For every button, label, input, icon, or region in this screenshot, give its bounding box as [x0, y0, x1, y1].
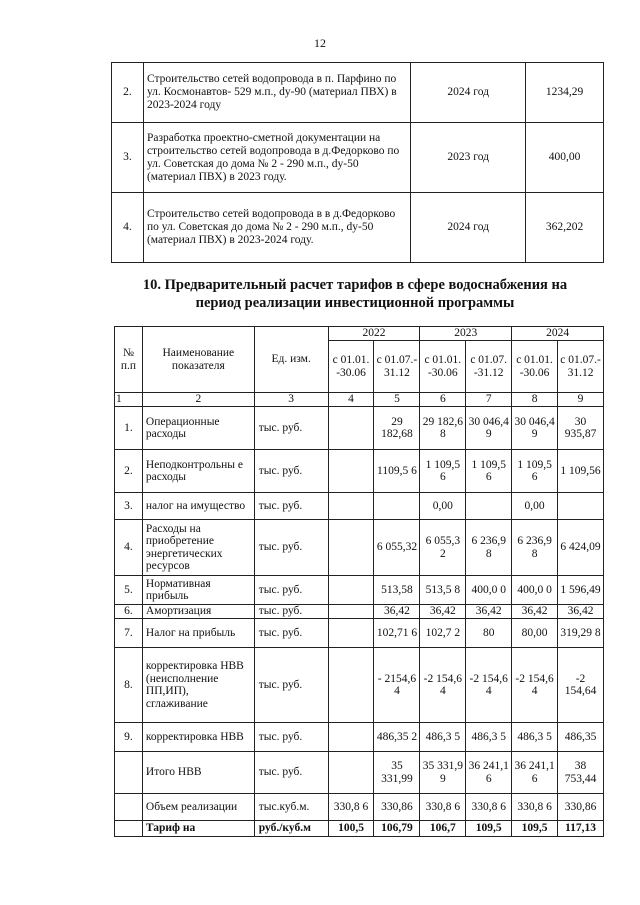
value-cell — [328, 520, 374, 576]
header-row-years — [115, 327, 604, 341]
indicator-name: налог на имущество — [142, 493, 254, 520]
value-cell: 330,86 — [558, 794, 604, 821]
unit: тыс. руб. — [254, 450, 328, 493]
project-year: 2023 год — [411, 123, 526, 193]
row-number: 2. — [112, 63, 144, 123]
table-row — [115, 407, 604, 450]
col-number: 9 — [558, 393, 604, 407]
unit: тыс. руб. — [254, 605, 328, 619]
table-row — [115, 752, 604, 794]
header-year: 2022 — [328, 327, 420, 341]
project-value: 1234,29 — [526, 63, 604, 123]
value-cell: 36,42 — [420, 605, 466, 619]
value-cell: 35 331,99 — [374, 752, 420, 794]
col-number: 2 — [142, 393, 254, 407]
value-cell — [558, 493, 604, 520]
header-name: Наименование показателя — [142, 327, 254, 393]
value-cell: 29 182,6 8 — [420, 407, 466, 450]
table-row — [115, 576, 604, 605]
row-number: 4. — [112, 193, 144, 263]
col-number: 5 — [374, 393, 420, 407]
indicator-name: Нормативная прибыль — [142, 576, 254, 605]
header-year: 2024 — [512, 327, 604, 341]
value-cell: -2 154,64 — [558, 648, 604, 723]
value-cell: 400,0 0 — [512, 576, 558, 605]
value-cell: 400,0 0 — [466, 576, 512, 605]
indicator-name: Итого НВВ — [142, 752, 254, 794]
value-cell: 486,3 5 — [512, 723, 558, 752]
value-cell: -2 154,6 4 — [420, 648, 466, 723]
value-cell — [328, 723, 374, 752]
value-cell: 1 109,5 6 — [466, 450, 512, 493]
project-value: 362,202 — [526, 193, 604, 263]
value-cell: 1109,5 6 — [374, 450, 420, 493]
row-number: 1. — [115, 407, 143, 450]
value-cell: 330,8 6 — [512, 794, 558, 821]
indicator-name: Операционные расходы — [142, 407, 254, 450]
indicator-name: Амортизация — [142, 605, 254, 619]
table-row — [115, 520, 604, 576]
value-cell: 38 753,44 — [558, 752, 604, 794]
row-number: 6. — [115, 605, 143, 619]
row-number: 3. — [115, 493, 143, 520]
value-cell: 29 182,68 — [374, 407, 420, 450]
project-description: Разработка проектно-сметной документации на строительство сетей водопровода в д.Федорково по ул. Советская до дома № 2 - 290 м.п., dy-50 (материал ПВХ) в 2023 году. — [143, 123, 410, 193]
table-row — [115, 605, 604, 619]
value-cell: 486,35 — [558, 723, 604, 752]
unit: тыс. руб. — [254, 520, 328, 576]
col-number: 4 — [328, 393, 374, 407]
value-cell: -2 154,6 4 — [512, 648, 558, 723]
col-number: 1 — [115, 393, 143, 407]
col-number: 3 — [254, 393, 328, 407]
table-row — [115, 821, 604, 837]
table-row — [115, 493, 604, 520]
project-description: Строительство сетей водопровода в п. Парфино по ул. Космонавтов- 529 м.п., dy-90 (материал ПВХ) в 2023-2024 году — [143, 63, 410, 123]
value-cell: 109,5 — [512, 821, 558, 837]
row-number — [115, 821, 143, 837]
project-value: 400,00 — [526, 123, 604, 193]
project-description: Строительство сетей водопровода в в д.Федорково по ул. Советская до дома № 2 - 290 м.п., dy-50 (материал ПВХ) в 2023-2024 году. — [143, 193, 410, 263]
value-cell: 36 241,1 6 — [466, 752, 512, 794]
value-cell: 36,42 — [558, 605, 604, 619]
indicator-name: Тариф на — [142, 821, 254, 837]
project-year: 2024 год — [411, 63, 526, 123]
value-cell — [328, 576, 374, 605]
value-cell: 80,00 — [512, 619, 558, 648]
value-cell — [466, 493, 512, 520]
table-row — [115, 723, 604, 752]
value-cell: 117,13 — [558, 821, 604, 837]
header-period: с 01.07.- 31.12 — [374, 341, 420, 393]
value-cell: 1 109,56 — [558, 450, 604, 493]
value-cell: 486,3 5 — [466, 723, 512, 752]
value-cell: 486,35 2 — [374, 723, 420, 752]
value-cell: 1 596,49 — [558, 576, 604, 605]
value-cell: 35 331,9 9 — [420, 752, 466, 794]
value-cell: 513,5 8 — [420, 576, 466, 605]
value-cell — [328, 407, 374, 450]
unit: тыс. руб. — [254, 648, 328, 723]
indicator-name: Налог на прибыль — [142, 619, 254, 648]
table-row — [112, 123, 604, 193]
indicator-name: корректировка НВВ — [142, 723, 254, 752]
value-cell — [328, 605, 374, 619]
header-period: с 01.01. -30.06 — [328, 341, 374, 393]
value-cell: 102,71 6 — [374, 619, 420, 648]
page-number: 12 — [314, 36, 326, 50]
value-cell: 1 109,5 6 — [512, 450, 558, 493]
value-cell: 6 424,09 — [558, 520, 604, 576]
section-heading: 10. Предварительный расчет тарифов в сфере водоснабжения на период реализации инвестиционной программы — [142, 277, 568, 311]
table-row — [115, 450, 604, 493]
value-cell — [328, 648, 374, 723]
value-cell — [328, 493, 374, 520]
value-cell — [328, 752, 374, 794]
value-cell: 330,8 6 — [466, 794, 512, 821]
unit: тыс. руб. — [254, 723, 328, 752]
tariff-table — [114, 326, 604, 837]
col-number: 8 — [512, 393, 558, 407]
value-cell — [374, 493, 420, 520]
value-cell: 486,3 5 — [420, 723, 466, 752]
row-number: 9. — [115, 723, 143, 752]
value-cell: 6 055,3 2 — [420, 520, 466, 576]
value-cell: -2 154,6 4 — [466, 648, 512, 723]
value-cell: 6 236,9 8 — [466, 520, 512, 576]
indicator-name: корректировка НВВ (неисполнение ПП,ИП), сглаживание — [142, 648, 254, 723]
header-unit: Ед. изм. — [254, 327, 328, 393]
value-cell: 106,79 — [374, 821, 420, 837]
table-row — [112, 63, 604, 123]
value-cell: 513,58 — [374, 576, 420, 605]
value-cell: 30 046,4 9 — [466, 407, 512, 450]
col-number: 7 — [466, 393, 512, 407]
table-row — [115, 794, 604, 821]
tariff-body — [115, 407, 604, 837]
row-number: 5. — [115, 576, 143, 605]
header-num: № п.п — [115, 327, 143, 393]
value-cell — [328, 619, 374, 648]
unit: тыс. руб. — [254, 752, 328, 794]
row-number: 2. — [115, 450, 143, 493]
value-cell: 0,00 — [420, 493, 466, 520]
value-cell: 330,8 6 — [420, 794, 466, 821]
table-row — [112, 193, 604, 263]
value-cell: 1 109,5 6 — [420, 450, 466, 493]
value-cell: 36,42 — [466, 605, 512, 619]
row-number: 7. — [115, 619, 143, 648]
unit: тыс. руб. — [254, 576, 328, 605]
unit: тыс. руб. — [254, 619, 328, 648]
value-cell: 100,5 — [328, 821, 374, 837]
value-cell: 109,5 — [466, 821, 512, 837]
row-number: 8. — [115, 648, 143, 723]
indicator-name: Объем реализации — [142, 794, 254, 821]
header-period: с 01.07. -31.12 — [466, 341, 512, 393]
unit: тыс. руб. — [254, 407, 328, 450]
value-cell: 0,00 — [512, 493, 558, 520]
value-cell: 36,42 — [374, 605, 420, 619]
value-cell: - 2154,6 4 — [374, 648, 420, 723]
value-cell: 6 236,9 8 — [512, 520, 558, 576]
value-cell: 102,7 2 — [420, 619, 466, 648]
value-cell: 30 935,87 — [558, 407, 604, 450]
header-col-numbers — [115, 393, 604, 407]
header-year: 2023 — [420, 327, 512, 341]
value-cell: 319,29 8 — [558, 619, 604, 648]
value-cell: 330,86 — [374, 794, 420, 821]
value-cell: 330,8 6 — [328, 794, 374, 821]
header-period: с 01.07.- 31.12 — [558, 341, 604, 393]
unit: руб./куб.м — [254, 821, 328, 837]
unit: тыс. руб. — [254, 493, 328, 520]
row-number — [115, 752, 143, 794]
unit: тыс.куб.м. — [254, 794, 328, 821]
value-cell: 6 055,32 — [374, 520, 420, 576]
table-row — [115, 619, 604, 648]
value-cell — [328, 450, 374, 493]
row-number — [115, 794, 143, 821]
indicator-name: Расходы на приобретение энергетических ресурсов — [142, 520, 254, 576]
value-cell: 36 241,1 6 — [512, 752, 558, 794]
value-cell: 36,42 — [512, 605, 558, 619]
table-row — [115, 648, 604, 723]
projects-table — [111, 62, 604, 263]
project-year: 2024 год — [411, 193, 526, 263]
col-number: 6 — [420, 393, 466, 407]
indicator-name: Неподконтрольны е расходы — [142, 450, 254, 493]
row-number: 3. — [112, 123, 144, 193]
header-period: с 01.01. -30.06 — [420, 341, 466, 393]
row-number: 4. — [115, 520, 143, 576]
value-cell: 106,7 — [420, 821, 466, 837]
value-cell: 30 046,4 9 — [512, 407, 558, 450]
value-cell: 80 — [466, 619, 512, 648]
header-period: с 01.01. -30.06 — [512, 341, 558, 393]
